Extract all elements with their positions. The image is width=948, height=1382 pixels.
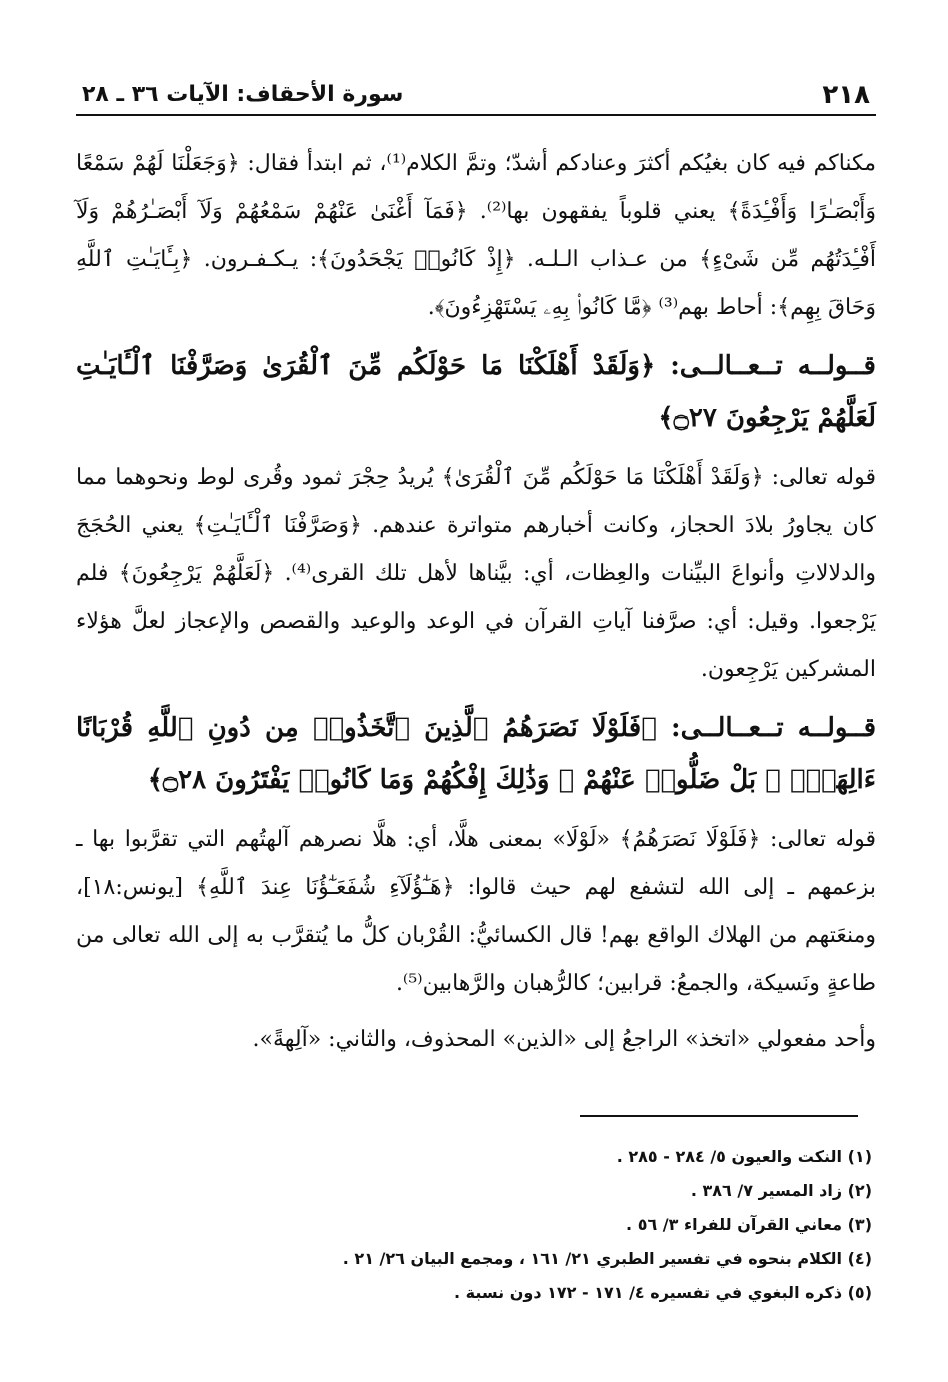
footnote-divider: [580, 1115, 858, 1117]
paragraph: مكناكم فيه كان بغيُكم أكثرَ وعنادكم أشدّ؛ وتمَّ الكلام⁽¹⁾، ثم ابتدأ فقال: ﴿وَجَعَلْنَا لَهُمْ سَمْعًا وَأَبْصَـٰرًا وَأَفْـِٔدَةً﴾ يعني قلوباً يفقهون بها⁽²⁾. ﴿فَمَآ أَغْنَىٰ عَنْهُمْ سَمْعُهُمْ وَلَآ أَبْصَـٰرُهُمْ وَلَآ أَفْـِٔدَتُهُم مِّن شَىْءٍ﴾ من عـذاب الـلـه. ﴿إِذْ كَانُوا۟ يَجْحَدُونَ﴾: يـكـفـرون. ﴿بِـَٔايَـٰتِ ٱللَّهِ وَحَاقَ بِهِم﴾: أحاط بهم⁽³⁾ ﴿مَّا كَانُوا۟ بِهِۦ يَسْتَهْزِءُونَ﴾.: [76, 151, 876, 320]
paragraph: قوله تعالى: ﴿فَلَوْلَا نَصَرَهُمُ﴾ «لَوْلَا» بمعنى هلَّا، أي: هلَّا نصرهم آلهتُهم التي تقرَّبوا بها ـ بزعمهم ـ إلى الله لتشفع لهم حيث قالوا: ﴿هَـٰٓؤُلَآءِ شُفَعَـٰٓؤُنَا عِندَ ٱللَّهِ﴾ [يونس:١٨]، ومنعَتهم من الهلاك الواقع بهم! قال الكسائيُّ: القُرْبان كلُّ ما يُتقرَّب به إلى الله تعالى من طاعةٍ ونَسيكة، والجمعُ: قرابين؛ كالرُّهبان والرَّهابين⁽⁵⁾.: [76, 827, 876, 996]
verse-heading: قــولــه تــعــالــى: ﴿فَلَوْلَا نَصَرَهُمُ ٱلَّذِينَ ٱتَّخَذُوا۟ مِن دُونِ ٱللَّهِ قُرْبَانًا ءَالِهَةًۢ ۖ بَلْ ضَلُّوا۟ عَنْهُمْ ۚ وَذَٰلِكَ إِفْكُهُمْ وَمَا كَانُوا۟ يَفْتَرُونَ ۝٢٨﴾: [76, 713, 876, 795]
paragraph: وأحد مفعولي «اتخذ» الراجعُ إلى «الذين» المحذوف، والثاني: «آلِهةً».: [252, 1027, 876, 1052]
running-title: سورة الأحقاف: الآيات ٣٦ ـ ٢٨: [82, 82, 404, 107]
footnote: (٢) زاد المسير ٧/ ٣٨٦ .: [690, 1181, 872, 1200]
paragraph: قوله تعالى: ﴿وَلَقَدْ أَهْلَكْنَا مَا حَوْلَكُم مِّنَ ٱلْقُرَىٰ﴾ يُريدُ حِجْرَ ثمود وقُرى لوط ونحوهما مما كان يجاورُ بلادَ الحجاز، وكانت أخبارهم متواترة عندهم. ﴿وَصَرَّفْنَا ٱلْـَٔايَـٰتِ﴾ يعني الحُجَجَ والدلالاتِ وأنواعَ البيِّنات والعِظات، أي: بيَّناها لأهل تلك القرى⁽⁴⁾. ﴿لَعَلَّهُمْ يَرْجِعُونَ﴾ فلم يَرْجعوا. وقيل: أي: صرَّفنا آياتِ القرآن في الوعد والوعيد والقصص والإعجاز لعلَّ هؤلاء المشركين يَرْجِعون.: [76, 465, 876, 682]
verse-heading: قــولــه تــعــالــى: ﴿وَلَقَدْ أَهْلَكْنَا مَا حَوْلَكُم مِّنَ ٱلْقُرَىٰ وَصَرَّفْنَا ٱلْـَٔايَـٰتِ لَعَلَّهُمْ يَرْجِعُونَ ۝٢٧﴾: [76, 351, 876, 433]
footnote: (٤) الكلام بنحوه في تفسير الطبري ٢١/ ١٦١ ، ومجمع البيان ٢٦/ ٢١ .: [342, 1249, 872, 1268]
page-header: [76, 74, 876, 116]
footnote: (٥) ذكره البغوي في تفسيره ٤/ ١٧١ - ١٧٢ دون نسبة .: [454, 1283, 872, 1302]
body-text: [76, 140, 876, 1072]
footnote: (١) النكت والعيون ٥/ ٢٨٤ - ٢٨٥ .: [616, 1147, 872, 1166]
page-number: ٢١٨: [822, 80, 870, 110]
footnote: (٣) معاني القرآن للفراء ٣/ ٥٦ .: [626, 1215, 872, 1234]
footnotes: [72, 1140, 872, 1310]
